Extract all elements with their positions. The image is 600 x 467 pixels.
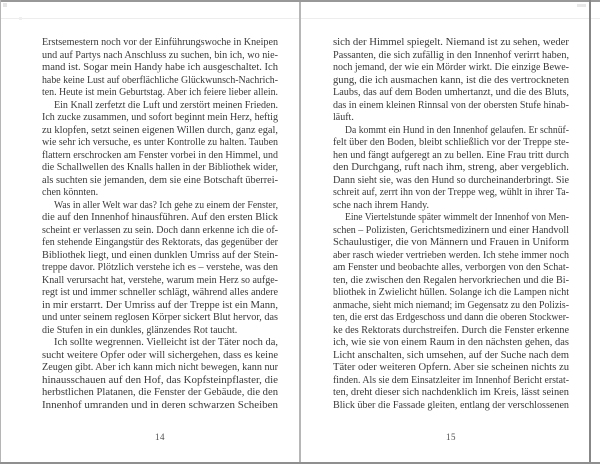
text-line: fen stehende Eingangstür des Rektorats, das gegenüber der bbox=[42, 237, 278, 248]
text-line: wie sehr ich versuche, es unter Kontrolle zu halten. Tauben bbox=[42, 137, 278, 148]
text-line: sich der Himmel spiegelt. Niemand ist zu sehen, weder bbox=[333, 37, 569, 48]
text-line: noch jemand, der wie ein Mörder wirkt. Die einzige Bewe- bbox=[333, 62, 569, 73]
text-line: flattern erschrocken am Fenster vorbei in den Himmel, und bbox=[42, 149, 278, 161]
text-line: die Schallwellen des Knalls hallen in der Bibliothek wider, bbox=[42, 162, 278, 173]
text-line: finden. Als sie dem Einsatzleiter im Innenhof Bericht erstat- bbox=[333, 374, 569, 386]
text-line: die Stufen in ein dunkles, glänzendes Rot taucht. bbox=[42, 324, 238, 336]
text-line: Licht anschalten, sich umsehen, auf der Suche nach dem bbox=[333, 349, 569, 361]
text-line: Schaulustiger, die von Männern und Frauen in Uniform bbox=[333, 237, 569, 248]
text-line: treppe davor. Plötzlich verstehe ich es – verstehe, was den bbox=[42, 262, 278, 273]
text-line: ten, dreht dieser sich nachdenklich im Kreis, lässt seinen bbox=[333, 387, 569, 398]
text-line: bliothek in Zwielicht hüllen. Solange ich die Lampen nicht bbox=[333, 287, 569, 298]
text-line: gung, die ich ausmachen kann, ist die des vertrockneten bbox=[333, 74, 569, 86]
text-line: schreit auf, zerrt ihn von der Treppe weg, wühlt in ihrer Ta- bbox=[333, 187, 569, 198]
text-line: ke des Rektorats durchstreifen. Durch die Fenster erkenne bbox=[333, 324, 569, 336]
text-line: Dann sieht sie, was den Hund so durcheinanderbringt. Sie bbox=[333, 174, 569, 186]
text-line: herbstlichen Platanen, die Fenster der Gebäude, die den bbox=[42, 387, 278, 398]
text-line: scheint er verlassen zu sein. Doch dann erkenne ich die of- bbox=[42, 224, 278, 236]
text-line: aber rasch wieder vertrieben werden. Ich stehe immer noch bbox=[333, 249, 569, 261]
text-line: felt über den Boden, bleibt schließlich vor der Treppe ste- bbox=[333, 137, 569, 148]
text-line: Erstsemestern noch vor der Einführungswoche in Kneipen bbox=[42, 37, 278, 48]
text-line: Täter oder weiteren Opfern. Aber sie scheinen nichts zu bbox=[333, 362, 569, 373]
text-line: schen – Polizisten, Gerichtsmedizinern und einer Handvoll bbox=[333, 224, 569, 236]
text-line: mand ist. Sogar mein Handy habe ich ausgeschaltet. Ich bbox=[42, 62, 278, 73]
text-line: Eine Viertelstunde später wimmelt der Innenhof von Men- bbox=[345, 212, 569, 223]
text-line: hen und fängt aufgeregt an zu bellen. Eine Frau tritt durch bbox=[333, 149, 569, 161]
frame-border-bottom bbox=[0, 462, 600, 464]
text-line: läuft. bbox=[333, 112, 354, 123]
text-line: das in einem kleinen Rinnsal von der obersten Stufe hinab- bbox=[333, 99, 569, 111]
text-line: Ich sollte wegrennen. Vielleicht ist der Täter noch da, bbox=[54, 337, 278, 348]
text-line: anmache, sieht mich niemand; im Gegensatz zu den Polizis- bbox=[333, 299, 569, 311]
text-line: am Fenster und beobachte alles, verborgen von den Schat- bbox=[333, 262, 569, 273]
text-line: Laubs, das auf dem Boden umhertanzt, und die des Bluts, bbox=[333, 87, 569, 98]
text-line: Zeugen gibt. Aber ich kann mich nicht bewegen, kann nur bbox=[42, 362, 278, 373]
text-line: Da kommt ein Hund in den Innenhof gelaufen. Er schnüf- bbox=[345, 124, 569, 136]
page-right-text-column bbox=[333, 37, 569, 412]
text-line: Passanten, die sich zufällig in den Innenhof verirrt haben, bbox=[333, 49, 569, 61]
text-line: Bibliothek liegt, und einen dunklen Umriss auf der Stein- bbox=[42, 249, 278, 261]
text-line: und auf Partys nach Anschluss zu suchen, bin ich, wo nie- bbox=[42, 49, 278, 61]
text-line: ich, wie sie von einem Raum in den nächsten gehen, das bbox=[333, 337, 569, 348]
text-line: Knall verursacht hat, verstehe, warum mein Herz so aufge- bbox=[42, 274, 278, 286]
text-line: ten, die zwischen den Regalen hervorkriechen und die Bi- bbox=[333, 274, 569, 286]
text-line: Innenhof umranden und in deren schwarzen Scheiben bbox=[42, 399, 278, 411]
text-line: sche nach ihrem Handy. bbox=[333, 199, 429, 211]
page-left-text-column bbox=[42, 37, 278, 412]
text-line: Ich zucke zusammen, und sofort beginnt mein Herz, heftig bbox=[42, 112, 278, 123]
text-line: Blick über die Fassade gleiten, entlang der verschlossenen bbox=[333, 399, 569, 411]
text-line: Ein Knall zerfetzt die Luft und zerstört meinen Frieden. bbox=[54, 99, 278, 111]
text-line: chen könnten. bbox=[42, 187, 99, 198]
text-line: den Durchgang, ruft nach ihm, streng, aber vergeblich. bbox=[333, 162, 569, 173]
text-line: regt ist und immer schneller schlägt, während alles andere bbox=[42, 287, 278, 298]
text-line: und unter seinem reglosen Körper sickert Blut hervor, das bbox=[42, 312, 278, 323]
text-line: ten, die erst das Erdgeschoss und dann die oberen Stockwer- bbox=[333, 312, 569, 323]
page-number-left: 14 bbox=[155, 432, 165, 442]
text-line: habe keine Lust auf oberflächliche Glückwunsch-Nachrich- bbox=[42, 74, 278, 86]
text-line: ten. Heute ist mein Geburtstag. Aber ich feiere lieber allein. bbox=[42, 87, 278, 98]
text-line: in mir erstarrt. Der Umriss auf der Treppe ist ein Mann, bbox=[42, 299, 278, 311]
text-line: sucht weitere Opfer oder will sichergehen, dass es keine bbox=[42, 349, 278, 361]
text-line: als suchten sie jemanden, dem sie eine Botschaft überrei- bbox=[42, 174, 278, 186]
text-line: zu klopfen, setzt seinen eigenen Willen durch, ganz egal, bbox=[42, 124, 278, 136]
text-line: die auf den Innenhof hinausführen. Auf den ersten Blick bbox=[42, 212, 278, 223]
text-line: hinausschauen auf den Hof, das Kopfsteinpflaster, die bbox=[42, 374, 278, 386]
page-number-right: 15 bbox=[446, 432, 456, 442]
text-line: Was in aller Welt war das? Ich gehe zu einem der Fenster, bbox=[54, 199, 278, 211]
